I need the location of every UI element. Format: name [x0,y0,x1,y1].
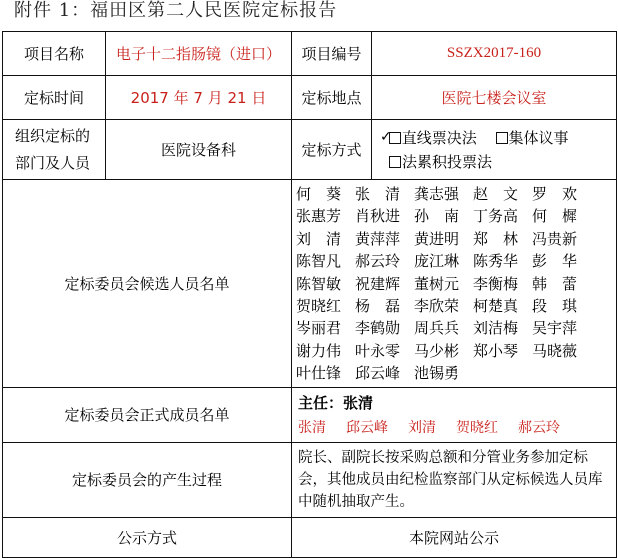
candidate-name: 马晓薇 [532,341,578,360]
committee-members-cell [292,387,617,442]
org-label-line1: 组织定标的 [15,126,91,145]
document-title: 附件 1：福田区第二人民医院定标报告 [14,0,338,21]
candidate-name: 郑小琴 [473,341,519,360]
row-bid-time-place [3,76,617,120]
candidate-name: 杨 磊 [355,297,401,316]
bid-place-value: 医院七楼会议室 [372,76,617,120]
row-publicity [3,517,617,557]
member-name: 贺晓红 [456,419,498,436]
org-label-line2: 部门及人员 [15,153,91,172]
process-text: 院长、副院长按采购总额和分管业务参加定标会，其他成员由纪检监察部门从定标候选人员库中随机抽取产生。 [292,442,617,517]
candidate-name: 柯楚真 [473,297,519,316]
candidate-row [296,340,616,362]
candidate-name: 贺晓红 [296,297,342,316]
candidate-name: 何 樨 [532,207,578,226]
candidate-name: 吴宇萍 [532,319,578,338]
candidate-name: 肖秋进 [355,207,401,226]
row-org-method [3,120,617,180]
candidate-row [296,250,616,272]
candidate-name: 谢力伟 [296,341,342,360]
checkbox-icon [389,156,401,168]
org-value: 医院设备科 [106,120,292,180]
project-name-value: 电子十二指肠镜（进口） [106,32,292,76]
candidate-name: 马少彬 [414,341,460,360]
candidate-name: 叶永零 [355,341,401,360]
candidate-row [296,362,616,384]
row-committee [3,387,617,442]
report-table [2,31,617,558]
candidate-name: 张惠芳 [296,207,342,226]
project-number-value: SSZX2017-160 [372,32,617,76]
row-project [3,32,617,76]
publicity-value: 本院网站公示 [292,517,617,557]
bid-time-value: 2017 年 7 月 21 日 [106,76,292,120]
candidate-name: 陈智敏 [296,274,342,293]
candidate-name: 李衡梅 [473,274,519,293]
candidate-row [296,228,616,250]
candidate-name: 罗 欢 [532,185,578,203]
candidate-name: 孙 南 [414,207,460,226]
candidate-name: 丁务高 [473,207,519,226]
method-option-1[interactable]: ✓ 直线票决法 [380,129,477,147]
candidate-name: 龚志强 [414,185,460,203]
member-name: 刘清 [408,419,436,436]
candidate-name: 韩 蕾 [532,274,578,293]
row-candidates [3,180,617,388]
candidates-label: 定标委员会候选人员名单 [3,180,292,388]
candidate-name: 刘 清 [296,229,342,248]
method-option-2[interactable]: 集体议事 [496,129,569,147]
candidate-name: 陈秀华 [473,252,519,271]
committee-leader: 主任：张清 [298,393,374,412]
candidate-name: 岑丽君 [296,319,342,338]
candidate-row [296,183,616,205]
committee-members [298,416,616,440]
candidate-row [296,205,616,227]
row-process [3,442,617,517]
checkbox-icon [389,132,401,144]
method-options [372,120,617,180]
candidate-name: 李欣荣 [414,297,460,316]
candidate-name: 李鹤勋 [355,319,401,338]
candidate-name: 何 葵 [296,185,342,203]
member-name: 张清 [298,419,326,436]
candidate-name: 董树元 [414,274,460,293]
project-number-label: 项目编号 [292,32,372,76]
method-label: 定标方式 [292,120,372,180]
candidate-name: 张 清 [355,185,401,203]
candidate-name: 周兵兵 [414,319,460,338]
member-name: 邱云峰 [346,419,388,436]
candidate-name: 池锡勇 [414,364,460,383]
candidate-name: 郑 林 [473,229,519,248]
publicity-label: 公示方式 [3,517,292,557]
candidate-name: 刘洁梅 [473,319,519,338]
candidates-list [292,180,617,388]
committee-label: 定标委员会正式成员名单 [3,387,292,442]
process-label: 定标委员会的产生过程 [3,442,292,517]
bid-time-label: 定标时间 [3,76,106,120]
candidate-name: 邱云峰 [355,364,401,383]
candidate-row [296,273,616,295]
method-option-3[interactable]: 法累积投票法 [389,153,492,171]
candidate-name: 段 琪 [532,297,578,316]
candidate-name: 郝云玲 [355,252,401,271]
bid-place-label: 定标地点 [292,76,372,120]
candidate-row [296,317,616,339]
candidate-row [296,295,616,317]
candidate-name: 祝建辉 [355,274,401,293]
project-name-label: 项目名称 [3,32,106,76]
candidate-name: 庞江琳 [414,252,460,271]
candidate-name: 冯贵新 [532,229,578,248]
candidate-name: 彭 华 [532,252,578,271]
candidate-name: 黄萍萍 [355,229,401,248]
candidate-name: 陈智凡 [296,252,342,271]
candidate-name: 赵 文 [473,185,519,203]
org-label [3,120,106,180]
check-mark-icon: ✓ [380,129,392,145]
member-name: 郝云玲 [518,419,560,436]
candidate-name: 叶仕锋 [296,364,342,383]
candidate-name: 黄进明 [414,229,460,248]
checkbox-icon [496,132,508,144]
